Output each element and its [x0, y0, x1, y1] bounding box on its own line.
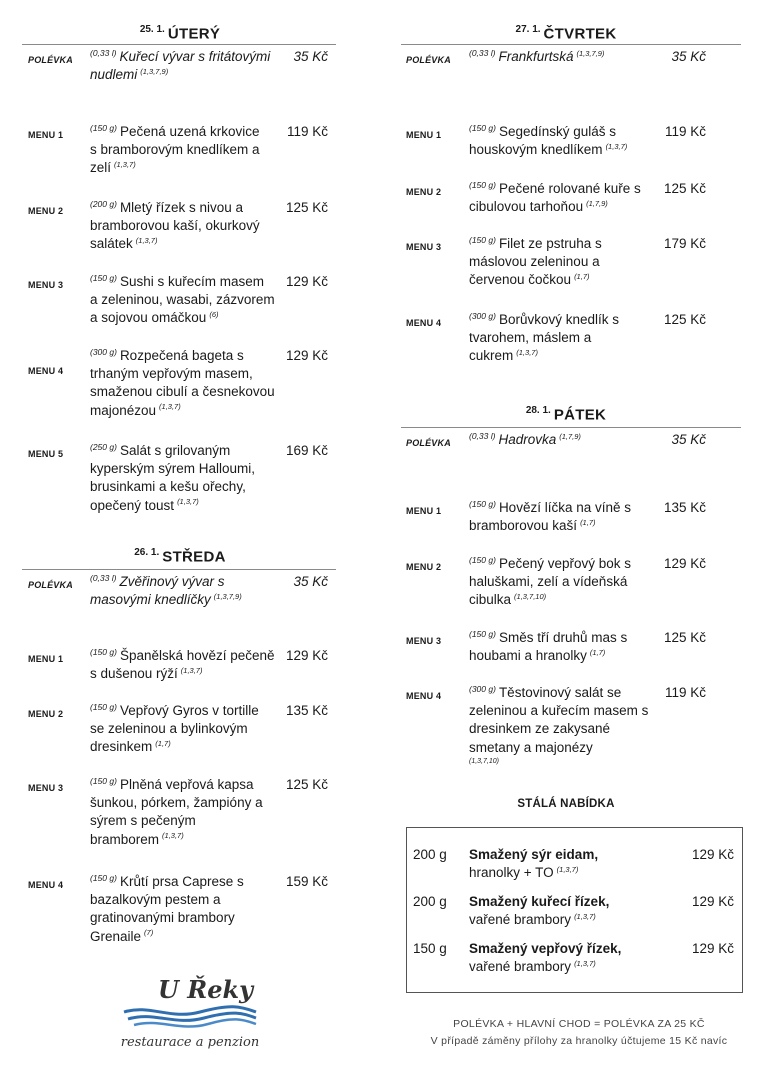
price: 119 Kč — [664, 685, 706, 700]
dish-side: vařené brambory — [469, 912, 572, 927]
day-name: PÁTEK — [553, 406, 607, 424]
category-label: MENU 4 — [406, 691, 442, 701]
portion-size: (150 g) — [90, 272, 117, 283]
dish-description — [469, 684, 659, 767]
dish-text: Vepřový Gyros v tortille se zeleninou a bylinkovým dresinkem — [90, 703, 259, 755]
portion-size: (300 g) — [469, 683, 496, 694]
price: 125 Kč — [663, 181, 706, 196]
allergen-codes: (1,7) — [155, 738, 171, 748]
category-label: MENU 1 — [406, 506, 442, 516]
weight: 200 g — [413, 847, 447, 862]
price: 125 Kč — [663, 312, 706, 327]
portion-size: (150 g) — [469, 498, 496, 509]
logo-graphic — [110, 968, 270, 1058]
dish-text: Kuřecí vývar s fritátovými nudlemi — [90, 49, 271, 83]
allergen-codes: (1,7) — [574, 271, 590, 281]
standing-offer-title: STÁLÁ NABÍDKA — [517, 798, 615, 810]
standing-offer-item — [407, 846, 742, 886]
dish-name — [469, 893, 669, 929]
dish-name — [469, 846, 669, 882]
portion-size: (200 g) — [90, 198, 117, 209]
allergen-codes: (1,3,7) — [114, 159, 136, 169]
price: 125 Kč — [663, 630, 706, 645]
day-date: 26. 1. — [134, 547, 160, 558]
portion-size: (250 g) — [90, 441, 117, 452]
allergen-codes: (1,3,7) — [556, 864, 579, 874]
divider — [22, 569, 336, 570]
price: 129 Kč — [285, 348, 328, 363]
dish-description — [90, 873, 275, 946]
allergen-codes: (1,3,7,9) — [213, 591, 242, 601]
dish-text: Salát s grilovaným kyperským sýrem Halloumi, brusinkami a kešu ořechy, opečený toust — [90, 443, 256, 513]
allergen-codes: (1,3,7,10) — [514, 591, 547, 601]
dish-name — [469, 940, 669, 976]
portion-size: (300 g) — [90, 346, 117, 357]
price: 129 Kč — [691, 941, 734, 956]
price: 135 Kč — [663, 500, 706, 515]
day-header-wednesday — [100, 547, 260, 566]
dish-description — [90, 199, 275, 254]
category-label: MENU 3 — [406, 636, 442, 646]
day-header-thursday — [476, 24, 656, 43]
dish-text: Španělská hovězí pečeně s dušenou rýží — [90, 648, 275, 682]
allergen-codes: (1,7) — [589, 647, 606, 657]
dish-text: Borůvkový knedlík s tvarohem, máslem a cukrem — [469, 312, 619, 364]
price: 169 Kč — [285, 443, 328, 458]
allergen-codes: (1,3,7) — [177, 497, 199, 507]
portion-size: (0,33 l) — [469, 430, 496, 441]
price: 159 Kč — [285, 874, 328, 889]
dish-description — [469, 431, 659, 449]
dish-description — [469, 48, 659, 66]
dish-text: Frankfurtská — [498, 49, 574, 64]
weight: 200 g — [413, 894, 447, 909]
price: 35 Kč — [671, 49, 706, 64]
portion-size: (150 g) — [90, 775, 117, 786]
dish-side: hranolky + TO — [469, 865, 554, 880]
category-label: MENU 1 — [28, 654, 64, 664]
divider — [401, 44, 741, 45]
dish-description — [90, 48, 280, 84]
price: 129 Kč — [285, 648, 328, 663]
divider — [22, 44, 336, 45]
dish-side: vařené brambory — [469, 959, 572, 974]
portion-size: (150 g) — [90, 646, 117, 657]
price: 129 Kč — [285, 274, 328, 289]
category-label: POLÉVKA — [406, 55, 451, 65]
dish-text: Mletý řízek s nivou a bramborovou kaší, okurkový salátek — [90, 200, 260, 252]
price: 135 Kč — [285, 703, 328, 718]
allergen-codes: (1,3,7) — [574, 958, 596, 968]
category-label: MENU 3 — [406, 242, 442, 252]
dish-text: Krůtí prsa Caprese s bazalkovým pestem a gratinovanými brambory Grenaile — [90, 874, 244, 944]
portion-size: (0,33 l) — [90, 47, 117, 58]
restaurant-logo — [110, 968, 270, 1058]
standing-offer-item — [407, 893, 742, 933]
dish-description — [90, 347, 275, 420]
allergen-codes: (1,3,7) — [135, 235, 158, 245]
allergen-codes: (1,3,7,9) — [576, 48, 605, 58]
day-name: STŘEDA — [162, 548, 226, 566]
allergen-codes: (1,3,7) — [180, 665, 203, 675]
allergen-codes: (1,3,7) — [605, 141, 628, 151]
portion-size: (300 g) — [469, 310, 496, 321]
portion-size: (150 g) — [469, 554, 496, 565]
day-date: 28. 1. — [525, 405, 551, 416]
allergen-codes: (1,7,9) — [586, 198, 608, 208]
allergen-codes: (1,3,7) — [574, 911, 596, 921]
category-label: POLÉVKA — [28, 55, 73, 65]
price: 129 Kč — [691, 847, 734, 862]
category-label: MENU 2 — [28, 709, 64, 719]
allergen-codes: (1,7) — [580, 517, 596, 527]
price: 35 Kč — [293, 49, 328, 64]
dish-description — [469, 180, 659, 216]
price: 125 Kč — [285, 777, 328, 792]
dish-title: Smažený kuřecí řízek, — [469, 894, 610, 909]
allergen-codes: (1,7,9) — [559, 431, 581, 441]
logo-tagline: restaurace a penzion — [120, 1035, 260, 1050]
dish-description — [90, 702, 275, 757]
dish-description — [90, 573, 265, 609]
allergen-codes: (1,3,7,9) — [140, 66, 169, 76]
weight: 150 g — [413, 941, 447, 956]
dish-description — [469, 499, 654, 535]
portion-size: (150 g) — [469, 628, 496, 639]
category-label: MENU 2 — [406, 562, 442, 572]
price: 129 Kč — [663, 556, 706, 571]
price: 35 Kč — [293, 574, 328, 589]
portion-size: (0,33 l) — [469, 47, 496, 58]
price: 119 Kč — [286, 124, 328, 139]
dish-title: Smažený vepřový řízek, — [469, 941, 622, 956]
dish-text: Zvěřinový vývar s masovými knedlíčky — [90, 574, 225, 608]
portion-size: (150 g) — [469, 179, 496, 190]
portion-size: (150 g) — [90, 872, 117, 883]
category-label: MENU 3 — [28, 783, 64, 793]
standing-offer-item — [407, 940, 742, 980]
dish-text: Pečená uzená krkovice s bramborovým knedlíkem a zelí — [90, 124, 260, 176]
portion-size: (150 g) — [469, 122, 496, 133]
day-name: ÚTERÝ — [167, 25, 221, 43]
dish-text: Sushi s kuřecím masem a zeleninou, wasabi, zázvorem a sojovou omáčkou — [90, 274, 275, 326]
allergen-codes: (1,3,7,10) — [469, 757, 499, 765]
dish-description — [90, 123, 265, 178]
category-label: POLÉVKA — [406, 438, 451, 448]
dish-description — [90, 273, 275, 328]
day-date: 25. 1. — [139, 24, 165, 35]
dish-description — [469, 123, 654, 159]
allergen-codes: (1,3,7) — [162, 831, 184, 841]
dish-text: Pečené rolované kuře s cibulovou tarhoňou — [469, 181, 641, 215]
day-header-friday — [476, 405, 656, 424]
dish-description — [469, 235, 634, 290]
dish-description — [469, 629, 649, 665]
category-label: MENU 1 — [28, 130, 64, 140]
price: 125 Kč — [285, 200, 328, 215]
price: 129 Kč — [691, 894, 734, 909]
logo-name: U Řeky — [158, 975, 254, 1004]
price: 179 Kč — [663, 236, 706, 251]
allergen-codes: (1,3,7) — [516, 347, 538, 357]
category-label: MENU 4 — [28, 366, 64, 376]
category-label: MENU 4 — [406, 318, 442, 328]
dish-text: Plněná vepřová kapsa šunkou, pórkem, žampióny a sýrem s pečeným bramborem — [90, 777, 263, 847]
dish-description — [90, 776, 270, 849]
portion-size: (150 g) — [90, 701, 117, 712]
allergen-codes: (7) — [144, 928, 154, 938]
allergen-codes: (1,3,7) — [159, 402, 181, 412]
price: 119 Kč — [664, 124, 706, 139]
footer-line-1: POLÉVKA + HLAVNÍ CHOD = POLÉVKA ZA 25 KČ — [453, 1018, 705, 1030]
day-header-tuesday — [100, 24, 260, 43]
category-label: MENU 5 — [28, 449, 64, 459]
dish-text: Rozpečená bageta s trhaným vepřovým masem, smaženou cibulí a česnekovou majonézou — [90, 348, 275, 418]
allergen-codes: (6) — [209, 309, 219, 319]
dish-description — [469, 311, 634, 366]
category-label: MENU 3 — [28, 280, 64, 290]
footer-note — [386, 1016, 772, 1050]
price: 35 Kč — [671, 432, 706, 447]
divider — [401, 427, 741, 428]
standing-offer-box — [406, 827, 743, 993]
dish-description — [469, 555, 649, 610]
dish-text: Pečený vepřový bok s haluškami, zelí a vídeňská cibulka — [469, 556, 632, 608]
category-label: MENU 1 — [406, 130, 442, 140]
category-label: MENU 2 — [28, 206, 64, 216]
portion-size: (0,33 l) — [90, 572, 117, 583]
dish-text: Těstovinový salát se zeleninou a kuřecím masem s dresinkem ze zakysané smetany a majonézy — [469, 685, 649, 755]
dish-text: Hovězí líčka na víně s bramborovou kaší — [469, 500, 631, 534]
dish-description — [90, 647, 280, 683]
dish-text: Hadrovka — [498, 432, 557, 447]
portion-size: (150 g) — [90, 122, 117, 133]
footer-line-2: V případě záměny přílohy za hranolky účtujeme 15 Kč navíc — [430, 1035, 728, 1047]
category-label: MENU 4 — [28, 880, 64, 890]
portion-size: (150 g) — [469, 234, 496, 245]
dish-description — [90, 442, 285, 515]
category-label: MENU 2 — [406, 187, 442, 197]
dish-text: Směs tří druhů mas s houbami a hranolky — [469, 630, 628, 664]
dish-title: Smažený sýr eidam, — [469, 847, 599, 862]
day-date: 27. 1. — [515, 24, 541, 35]
category-label: POLÉVKA — [28, 580, 73, 590]
dish-text: Filet ze pstruha s máslovou zeleninou a červenou čočkou — [469, 236, 602, 288]
day-name: ČTVRTEK — [543, 25, 617, 43]
dish-text: Segedínský guláš s houskovým knedlíkem — [469, 124, 617, 158]
